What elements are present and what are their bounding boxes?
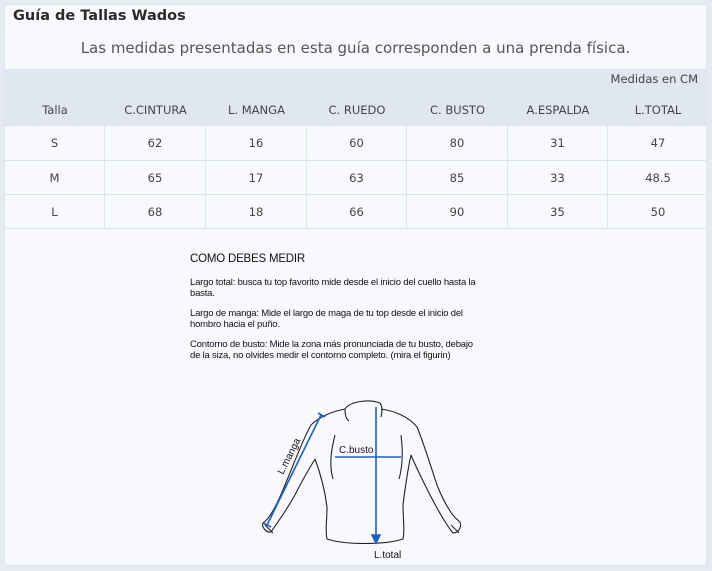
size-guide-card (4, 4, 707, 566)
table-cell: S (5, 126, 105, 159)
table-cell: 50 (650, 204, 666, 219)
table-cell: 63 (307, 161, 407, 194)
table-cell: 47 (650, 135, 666, 150)
table-cell: 60 (307, 126, 407, 159)
guide-item-largo-total (190, 277, 530, 299)
garment-figure (245, 395, 485, 563)
column-header-espalda: A.ESPALDA (526, 103, 590, 117)
header-row (5, 95, 706, 125)
measure-total-arrow (372, 535, 380, 543)
table-cell: 18 (206, 195, 307, 228)
column-header-total: L.TOTAL (634, 103, 682, 117)
left-armhole (331, 435, 335, 479)
guide-text: Largo total: busca tu top favorito mide desde el inicio del cuello hasta la (190, 277, 476, 288)
table-cell: 48.5 (645, 170, 671, 185)
table-cell: 80 (407, 126, 508, 159)
guide-text: de la siza, no olvides medir el contorno completo. (mira el figurin) (190, 350, 451, 361)
column-header-busto: C. BUSTO (429, 103, 486, 117)
table-cell: 17 (206, 161, 307, 194)
column-header-manga: L. MANGA (228, 103, 285, 117)
right-sleeve-outline (381, 409, 461, 533)
guide-item-contorno-busto (190, 339, 530, 361)
guide-text: Contorno de busto: Mide la zona más pronunciada de tu busto, debajo (190, 339, 473, 350)
table-cell: 68 (105, 195, 206, 228)
table-cell: 85 (407, 161, 508, 194)
guide-heading: COMO DEBES MEDIR (190, 253, 306, 265)
table-cell: 90 (407, 195, 508, 228)
table-cell: 66 (307, 195, 407, 228)
collar-inner (345, 409, 349, 421)
units-label: Medidas en CM (610, 72, 698, 86)
table-header (5, 69, 706, 125)
measure-manga-cap-top (318, 413, 325, 417)
page-subtitle: Las medidas presentadas en esta guía corresponden a una prenda física. (80, 39, 631, 57)
table-cell: 33 (508, 161, 608, 194)
table-cell: M (5, 161, 105, 194)
guide-text: hombro hacia el puño. (190, 319, 280, 330)
table-cell: 31 (508, 126, 608, 159)
guide-text: basta. (190, 288, 215, 299)
table-cell: 65 (105, 161, 206, 194)
guide-text: Largo de manga: Mide el largo de maga de tu top desde el inicio del (190, 308, 463, 319)
column-header-ruedo: C. RUEDO (328, 103, 386, 117)
label-total: L.total (374, 550, 402, 561)
table-cell: L (5, 195, 105, 228)
table-row (5, 194, 706, 229)
column-header-talla: Talla (42, 103, 68, 117)
page-title: Guía de Tallas Wados (13, 8, 186, 24)
label-busto: C.busto (339, 445, 374, 456)
measuring-guide (190, 253, 530, 370)
table-cell: 35 (508, 195, 608, 228)
column-header-cintura: C.CINTURA (124, 103, 187, 117)
table-row (5, 160, 706, 194)
table-cell: 62 (105, 126, 206, 159)
table-row (5, 125, 706, 159)
guide-item-largo-manga (190, 308, 530, 330)
body-outline (315, 455, 411, 544)
left-sleeve-outline (262, 409, 345, 532)
label-manga: L.manga (275, 436, 304, 477)
table-cell: 16 (206, 126, 307, 159)
measure-manga-line (267, 415, 321, 525)
